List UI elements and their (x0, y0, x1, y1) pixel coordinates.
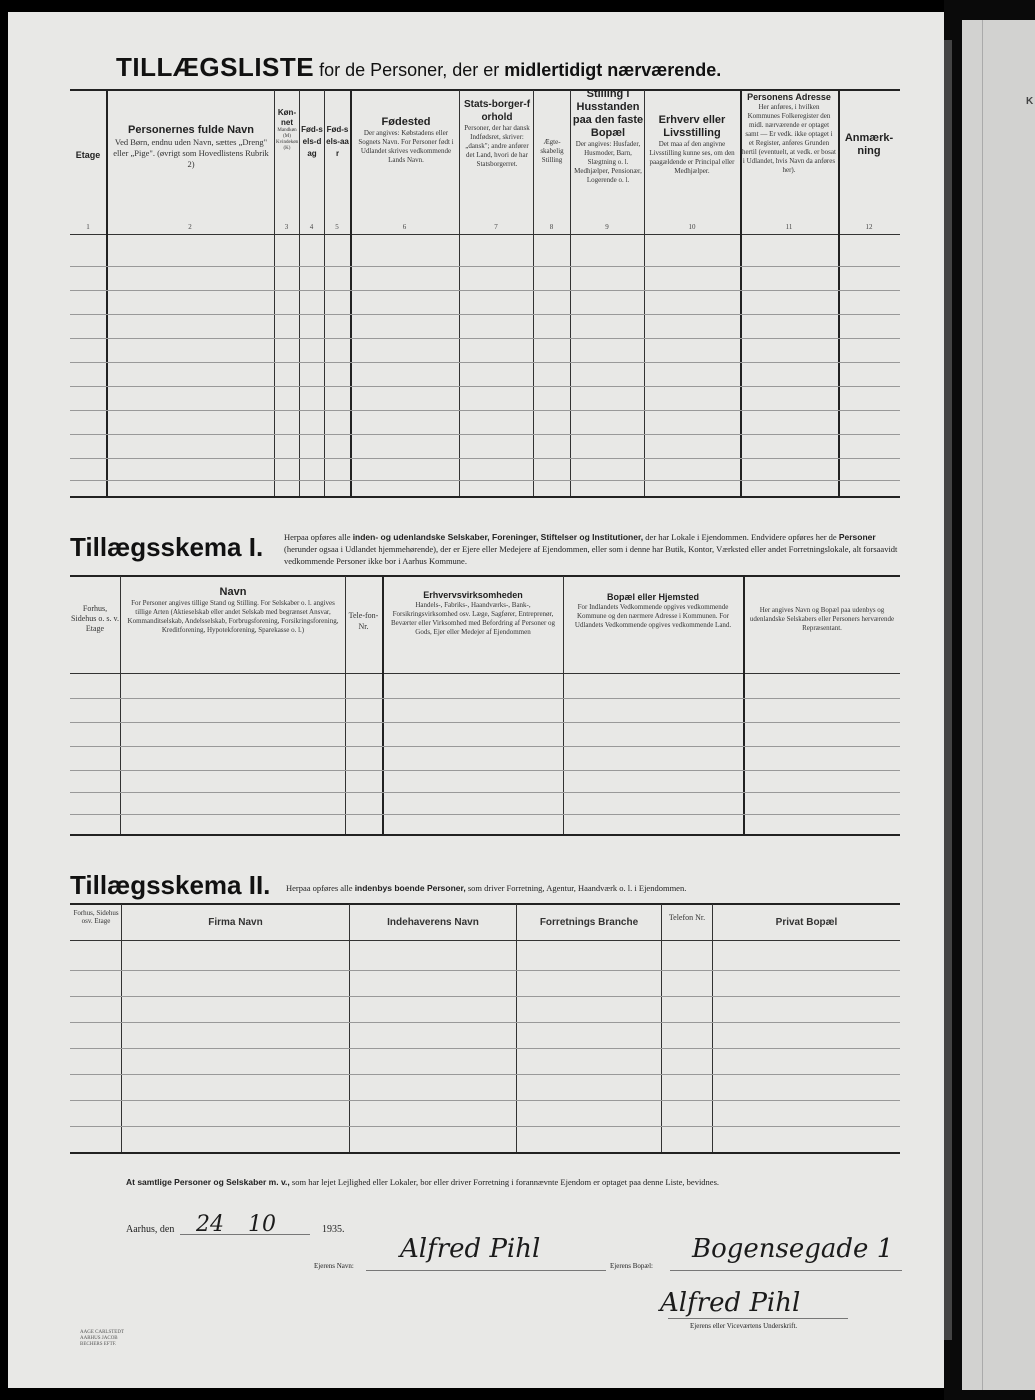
col-marital-header: Ægte-skabelig Stilling (540, 138, 564, 164)
col-number: 11 (785, 223, 793, 231)
col-number: 9 (605, 223, 609, 231)
col-number: 5 (335, 223, 339, 231)
col-remarks-header: Anmærk-ning (844, 132, 894, 157)
s1-etage-header: Forhus, Sidehus o. s. v. Etage (71, 604, 119, 633)
col-number: 2 (188, 223, 192, 231)
date-label: Aarhus, den (126, 1224, 175, 1235)
s1-representative-header: Her angives Navn og Bopæl paa udenbys og udenlandske Selskabers eller Personers herværende Repræsentant. (749, 606, 895, 632)
schema2-title: Tillægsskema II. (70, 870, 271, 900)
col-number: 6 (402, 223, 407, 231)
owner-signature: Alfred Pihl (660, 1288, 801, 1318)
col-number: 7 (494, 223, 498, 231)
col-number: 3 (284, 223, 289, 231)
schema1-description: Herpaa opføres alle inden- og udenlandske Selskaber, Foreninger, Stiftelser og Institutioner, der har Lokale i Ejendommen. Endvidere opføres her de Personer (herunder ogsaa i Udlandet hjemmehørende), der er Ejere eller Medejere af Ejendommen, eller som i denne har Butik, Kontor, Værksted eller andet Forretningslokale, alt forsaavidt vedkommende Personer ikke bor i Aarhus Kommune. (284, 532, 898, 566)
col-household-header: Stilling i Husstanden paa den faste Bopæl Der angives: Husfader, Husmoder, Barn, Slægtning o. l. Medhjælper, Pensionær, Logerende o. l. (572, 88, 644, 184)
col-etage-header: Etage (75, 150, 101, 160)
s2-etage-header: Forhus, Sidehus osv. Etage (73, 909, 119, 925)
signature-label: Ejerens eller Viceværtens Underskrift. (690, 1322, 798, 1330)
s1-name-header: Navn For Personer angives tillige Stand og Stilling. For Selskaber o. l. angives tillige Arten (Aktieselskab eller andet Selskab med begrænset Ansvar, Kommanditselskab, Andelsselskab, Forbrugsforening, Forsikringsforening, Kreditforening, Hypotekforening, Sparekasse o. l.) (127, 586, 339, 634)
s1-phone-header: Tele-fon-Nr. (348, 611, 379, 631)
date-day: 24 (196, 1212, 224, 1237)
col-birthplace-header: Fødested Der angives: Købstadens eller Sognets Navn. For Personer født i Udlandet skrives vedkommende Lands Navn. (358, 116, 454, 164)
date-month: 10 (248, 1212, 276, 1237)
s1-business-header: Erhvervsvirksomheden Handels-, Fabriks-, Haandværks-, Bank-, Forsikringsvirksomhed osv. Læge, Sagfører, Entreprenør, Beværter eller Virksomhed med Befordring af Personer og Gods, Ejer eller Medejer af Ejendommen (390, 590, 556, 636)
binding-gutter (944, 40, 952, 1340)
owner-address-label: Ejerens Bopæl: (610, 1262, 653, 1270)
s2-owner-header: Indehaverens Navn (387, 917, 479, 928)
col-citizenship-header: Stats-borger-forhold Personer, der har dansk Indfødsret, skriver: „dansk"; andre anfører det Land, hvori de har Statsborgerret. (463, 99, 531, 168)
page-title: TILLÆGSLISTE for de Personer, der er midlertidigt nærværende. (116, 52, 722, 82)
date-year: 1935. (322, 1224, 345, 1235)
s2-address-header: Privat Bopæl (775, 917, 838, 928)
owner-name-label: Ejerens Navn: (314, 1262, 354, 1270)
col-number: 10 (688, 223, 696, 231)
col-number: 1 (86, 223, 90, 231)
col-birthday-header: Fød-sels-dag (301, 125, 323, 158)
col-address-header: Personens Adresse Her anføres, i hvilken Kommunes Folkeregister den midl. nærværende er optaget samt — Er vedk. ikke optaget i et Register, anføres Grunden hertil (eventuelt, at vedk. er bosat i Udlandet, hvis Navn da anføres her). (742, 92, 836, 174)
owner-name-handwritten: Alfred Pihl (400, 1234, 541, 1264)
printer-imprint: AAGE CARLSTEDT AARHUS JACOB BECHERS EFTF. (80, 1330, 124, 1347)
col-number: 4 (309, 223, 314, 231)
s2-firm-header: Firma Navn (208, 917, 263, 928)
col-name-header: Personernes fulde Navn Ved Børn, endnu uden Navn, sættes „Dreng" eller „Pige". (øvrigt som Hovedlistens Rubrik 2) (113, 124, 269, 169)
col-gender-header: Køn-net Mandkøn (M) Kvindekøn (K) (276, 108, 299, 151)
s2-phone-header: Telefon Nr. (668, 913, 706, 922)
s2-branch-header: Forretnings Branche (539, 917, 639, 928)
owner-address-handwritten: Bogensegade 1 (692, 1234, 894, 1264)
col-number: 8 (549, 223, 554, 231)
adjacent-page: K (962, 20, 1035, 1390)
s1-residence-header: Bopæl eller Hjemsted For Indlandets Vedkommende opgives vedkommende Kommune og den nærmere Adresse i Kommunen. For Udlandets Vedkommende opgives vedkommende Land. (574, 592, 732, 629)
col-number: 12 (865, 223, 873, 231)
schema2-description: Herpaa opføres alle indenbys boende Personer, som driver Forretning, Agentur, Haandværk o. l. i Ejendommen. (286, 883, 687, 893)
col-occupation-header: Erhverv eller Livsstilling Det maa af den angivne Livsstilling kunne ses, om den paagældende er Principal eller Medhjælper. (649, 114, 735, 175)
attestation-statement: At samtlige Personer og Selskaber m. v., som har lejet Lejlighed eller Lokaler, bor eller driver Forretning i forannævnte Ejendom er optaget paa denne Liste, bevidnes. (126, 1177, 720, 1187)
census-form-page (8, 12, 944, 1388)
schema1-title: Tillægsskema I. (70, 532, 264, 562)
col-birthyear-header: Fød-sels-aar (326, 125, 349, 158)
